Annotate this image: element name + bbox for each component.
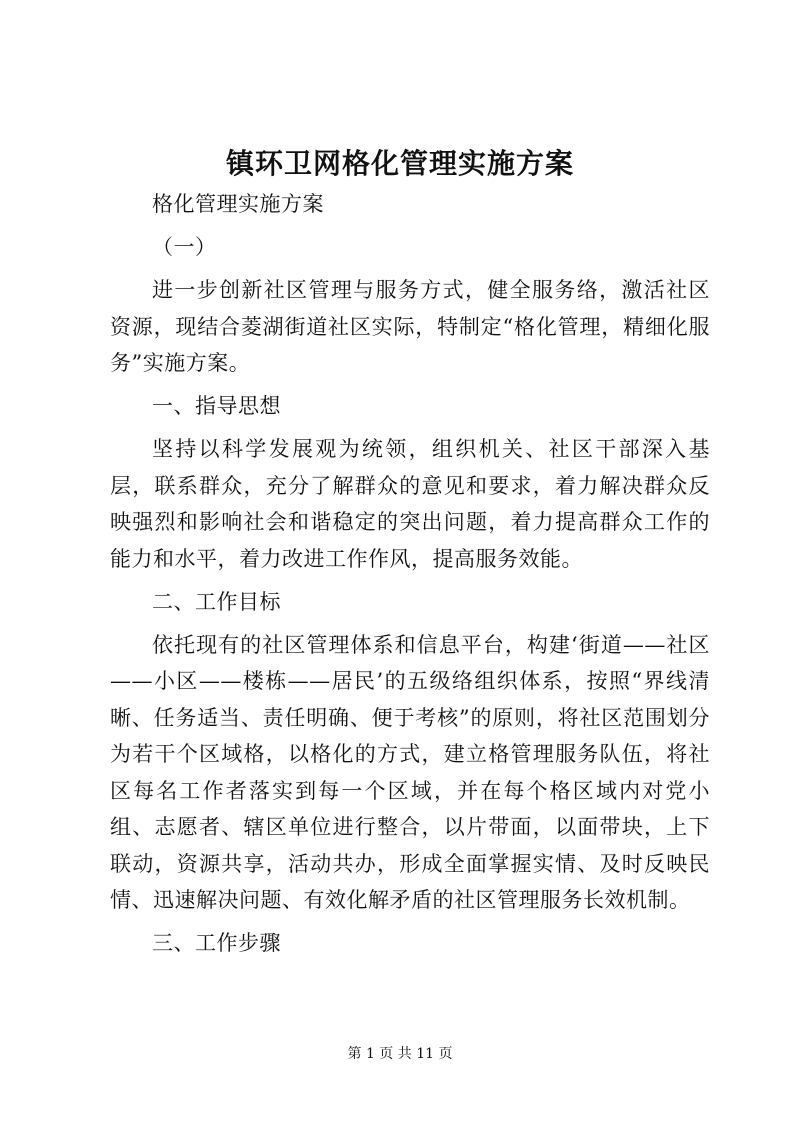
paragraph-section-marker: （一）: [152, 235, 217, 259]
document-body: [110, 186, 710, 968]
heading-guiding-ideology: 一、指导思想: [152, 394, 281, 418]
heading-work-goals: 二、工作目标: [152, 589, 281, 614]
paragraph-intro: 进一步创新社区管理与服务方式，健全服务络，激活社区资源，现结合菱湖街道社区实际，特制定“格化管理，精细化服务”实施方案。: [110, 278, 710, 375]
document-title: 镇环卫网格化管理实施方案: [225, 147, 574, 180]
paragraph-work-goals: 依托现有的社区管理体系和信息平台，构建‘街道——社区——小区——楼栋——居民’的五级络组织体系，按照“界线清晰、任务适当、责任明确、便于考核”的原则，将社区范围划分为若干个区域格，以格化的方式，建立格管理服务队伍，将社区每名工作者落实到每一个区域，并在每个格区域内对党小组、志愿者、辖区单位进行整合，以片带面，以面带块，上下联动，资源共享，活动共办，形成全面掌握实情、及时反映民情、迅速解决问题、有效化解矛盾的社区管理服务长效机制。: [110, 632, 710, 912]
heading-work-steps: 三、工作步骤: [152, 931, 281, 955]
paragraph-guiding-ideology: 坚持以科学发展观为统领，组织机关、社区干部深入基层，联系群众，充分了解群众的意见和要求，着力解决群众反映强烈和影响社会和谐稳定的突出问题，着力提高群众工作的能力和水平，着力改进工作作风，提高服务效能。: [110, 437, 710, 571]
paragraph-subtitle: 格化管理实施方案: [152, 192, 324, 216]
page-number-footer: 第 1 页 共 11 页: [347, 1046, 453, 1062]
